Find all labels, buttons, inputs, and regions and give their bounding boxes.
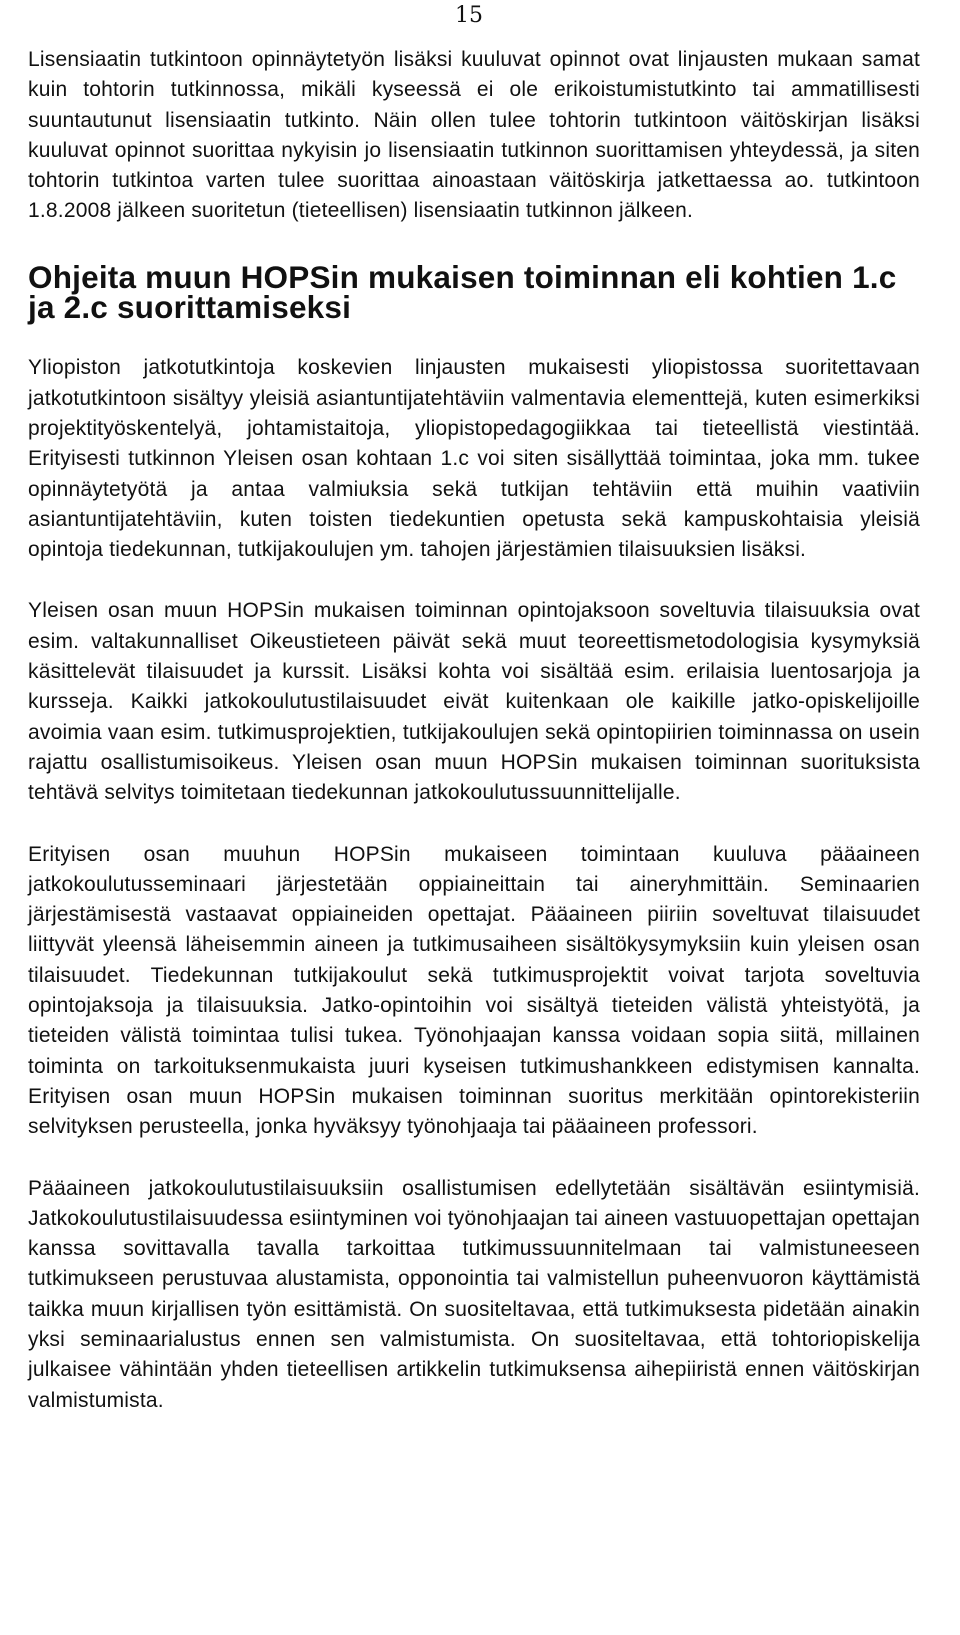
section-heading: Ohjeita muun HOPSin mukaisen toiminnan eli kohtien 1.c ja 2.c suorittamiseksi — [28, 258, 897, 326]
paragraph-special-part-seminar: Erityisen osan muuhun HOPSin mukaiseen toimintaan kuuluva pääaineen jatkokoulutusseminaari järjestetään oppiaineittain tai aineryhmittäin. Seminaarien järjestämisestä vastaavat oppiaineiden opettajat. Pääaineen piiriin soveltuvat tilaisuudet liittyvät yleensä läheisemmin aineen ja tutkimusaiheen sisältökysymyksiin kuin yleisen osan tilaisuudet. Tiedekunnan tutkijakoulut sekä tutkimusprojektit voivat tarjota soveltuvia opintojaksoja ja tilaisuuksia. Jatko-opintoihin voi sisältyä tieteiden välistä yhteistyötä, ja tieteiden välistä toimintaa tulisi tukea. Työnohjaajan kanssa voidaan sopia siitä, millainen toiminta on tarkoituksenmukaista juuri kyseisen tutkimushankkeen edistymisen kannalta. Erityisen osan muun HOPSin mukaisen toiminnan suoritus merkitään opintorekisteriin selvityksen perusteella, jonka hyväksyy työnohjaaja tai pääaineen professori. — [28, 842, 920, 1139]
paragraph-general-part-events: Yleisen osan muun HOPSin mukaisen toiminnan opintojaksoon soveltuvia tilaisuuksia ovat esim. valtakunnalliset Oikeustieteen päivät sekä muut teoreettismetodologisia kysymyksiä käsittelevät tilaisuudet ja kurssit. Lisäksi kohta voi sisältää esim. erilaisia luentosarjoja ja kursseja. Kaikki jatkokoulutustilaisuudet eivät kuitenkaan ole kaikille jatko-opiskelijoille avoimia vaan esim. tutkimusprojektien, tutkijakoulujen sekä opintopiirien toiminnassa on usein rajattu osallistumisoikeus. Yleisen osan muun HOPSin mukaisen toiminnan suorituksista tehtävä selvitys toimitetaan tiedekunnan jatkokoulutussuunnittelijalle. — [28, 599, 920, 805]
page-body — [28, 45, 920, 1447]
page-number: 15 — [455, 3, 483, 28]
paragraph-presentations: Pääaineen jatkokoulutustilaisuuksiin osallistumisen edellytetään sisältävän esiintymisiä. Jatkokoulutustilaisuudessa esiintyminen voi työnohjaajan tai aineen vastuuopettajan opettajan kanssa sovittavalla tavalla tarkoittaa tutkimussuunnitelmaan tai valmistuneeseen tutkimukseen perustuvaa alustamista, opponointia tai valmistellun puheenvuoron käyttämistä taikka muun kirjallisen työn esittämistä. On suositeltavaa, että tutkimuksesta pidetään ainakin yksi seminaarialustus ennen sen valmistumista. On suositeltavaa, että tohtoriopiskelija julkaisee vähintään yhden tieteellisen artikkelin tutkimuksensa aihepiiristä ennen väitöskirjan valmistumista. — [28, 1176, 920, 1412]
paragraph-general-elements: Yliopiston jatkotutkintoja koskevien linjausten mukaisesti yliopistossa suoritettavaan jatkotutkintoon sisältyy yleisiä asiantuntijatehtäviin valmentavia elementtejä, kuten esimerkiksi projektityöskentelyä, johtamistaitoja, yliopistopedagogiikkaa tai tieteellistä viestintää. Erityisesti tutkinnon Yleisen osan kohtaan 1.c voi siten sisällyttää toimintaa, joka mm. tukee opinnäytetyötä ja antaa valmiuksia sekä tutkijan tehtäviin että muihin vaativiin asiantuntijatehtäviin, kuten toisten tiedekuntien opetusta sekä kampuskohtaisia yleisiä opintoja tiedekunnan, tutkijakoulujen ym. tahojen järjestämien tilaisuuksien lisäksi. — [28, 356, 920, 562]
paragraph-licentiate-studies: Lisensiaatin tutkintoon opinnäytetyön lisäksi kuuluvat opinnot ovat linjausten mukaan samat kuin tohtorin tutkinnossa, mikäli kyseessä ei ole erikoistumistutkinto tai ammatillisesti suuntautunut lisensiaatin tutkinto. Näin ollen tulee tohtorin tutkintoon väitöskirjan lisäksi kuuluvat opinnot suorittaa nykyisin jo lisensiaatin tutkinnon suorittamisen yhteydessä, ja siten tohtorin tutkintoa varten tulee suorittaa ainoastaan väitöskirja jatkettaessa ao. tutkintoon 1.8.2008 jälkeen suoritetun (tieteellisen) lisensiaatin tutkinnon jälkeen. — [28, 48, 920, 223]
